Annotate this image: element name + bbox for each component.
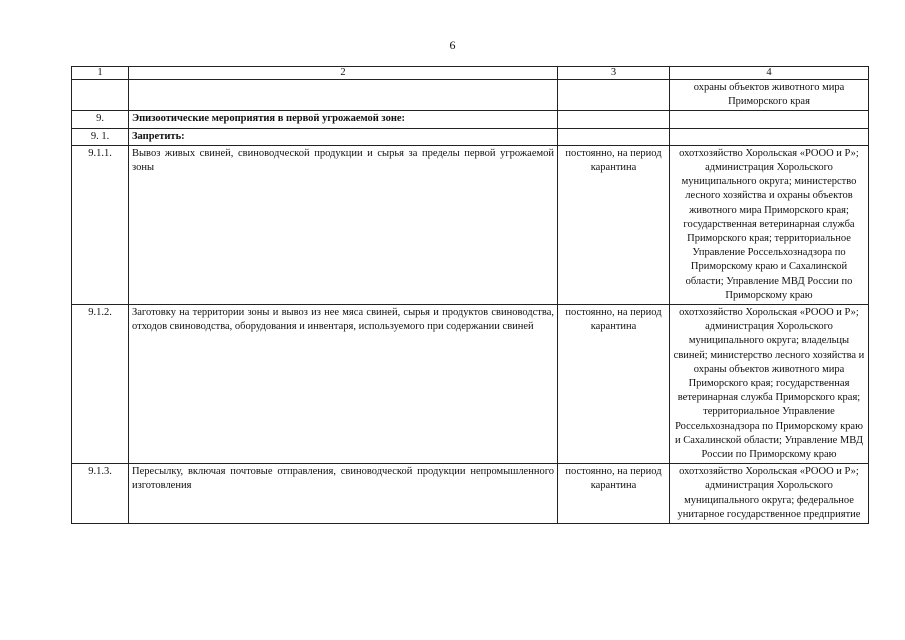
subsection-title: Запретить: bbox=[129, 128, 558, 145]
subsection-responsible-cell bbox=[670, 128, 869, 145]
continuation-row bbox=[72, 80, 869, 111]
section-term-cell bbox=[558, 111, 670, 128]
header-col-2: 2 bbox=[129, 67, 558, 80]
continuation-measure-cell bbox=[129, 80, 558, 111]
table-header-row bbox=[72, 67, 869, 80]
page-number: 6 bbox=[449, 38, 456, 52]
row-measure: Вывоз живых свиней, свиноводческой продукции и сырья за пределы первой угрожаемой зоны bbox=[129, 145, 558, 304]
table-row bbox=[72, 145, 869, 304]
continuation-responsible-cell: охраны объектов животного мира Приморского края bbox=[670, 80, 869, 111]
row-term: постоянно, на период карантина bbox=[558, 305, 670, 464]
header-col-1: 1 bbox=[72, 67, 129, 80]
section-row bbox=[72, 111, 869, 128]
measures-table bbox=[71, 66, 869, 524]
row-responsible: охотхозяйство Хорольская «РООО и Р»; администрация Хорольского муниципального округа; федеральное унитарное государственное предприятие bbox=[670, 464, 869, 524]
row-term: постоянно, на период карантина bbox=[558, 464, 670, 524]
table-row bbox=[72, 305, 869, 464]
continuation-term-cell bbox=[558, 80, 670, 111]
row-number: 9.1.1. bbox=[72, 145, 129, 304]
section-title: Эпизоотические мероприятия в первой угрожаемой зоне: bbox=[129, 111, 558, 128]
subsection-row bbox=[72, 128, 869, 145]
row-measure: Заготовку на территории зоны и вывоз из нее мяса свиней, сырья и продуктов свиноводства, отходов свиноводства, оборудования и инвентаря, используемого при содержании свиней bbox=[129, 305, 558, 464]
subsection-term-cell bbox=[558, 128, 670, 145]
header-col-4: 4 bbox=[670, 67, 869, 80]
row-responsible: охотхозяйство Хорольская «РООО и Р»; администрация Хорольского муниципального округа; министерство лесного хозяйства и охраны объектов животного мира Приморского края; государственная ветеринарная служба Приморского края; территориальное Управление Россельхознадзора по Приморскому краю и Сахалинской области; Управление МВД России по Приморскому краю bbox=[670, 145, 869, 304]
table-row bbox=[72, 464, 869, 524]
row-term: постоянно, на период карантина bbox=[558, 145, 670, 304]
section-number: 9. bbox=[72, 111, 129, 128]
row-measure: Пересылку, включая почтовые отправления, свиноводческой продукции непромышленного изготовления bbox=[129, 464, 558, 524]
header-col-3: 3 bbox=[558, 67, 670, 80]
row-responsible: охотхозяйство Хорольская «РООО и Р»; администрация Хорольского муниципального округа; владельцы свиней; министерство лесного хозяйства и охраны объектов животного мира Приморского края; государственная ветеринарная служба Приморского края; территориальное Управление Россельхознадзора по Приморскому краю и Сахалинской области; Управление МВД России по Приморскому краю bbox=[670, 305, 869, 464]
subsection-number: 9. 1. bbox=[72, 128, 129, 145]
row-number: 9.1.2. bbox=[72, 305, 129, 464]
continuation-number-cell bbox=[72, 80, 129, 111]
row-number: 9.1.3. bbox=[72, 464, 129, 524]
section-responsible-cell bbox=[670, 111, 869, 128]
